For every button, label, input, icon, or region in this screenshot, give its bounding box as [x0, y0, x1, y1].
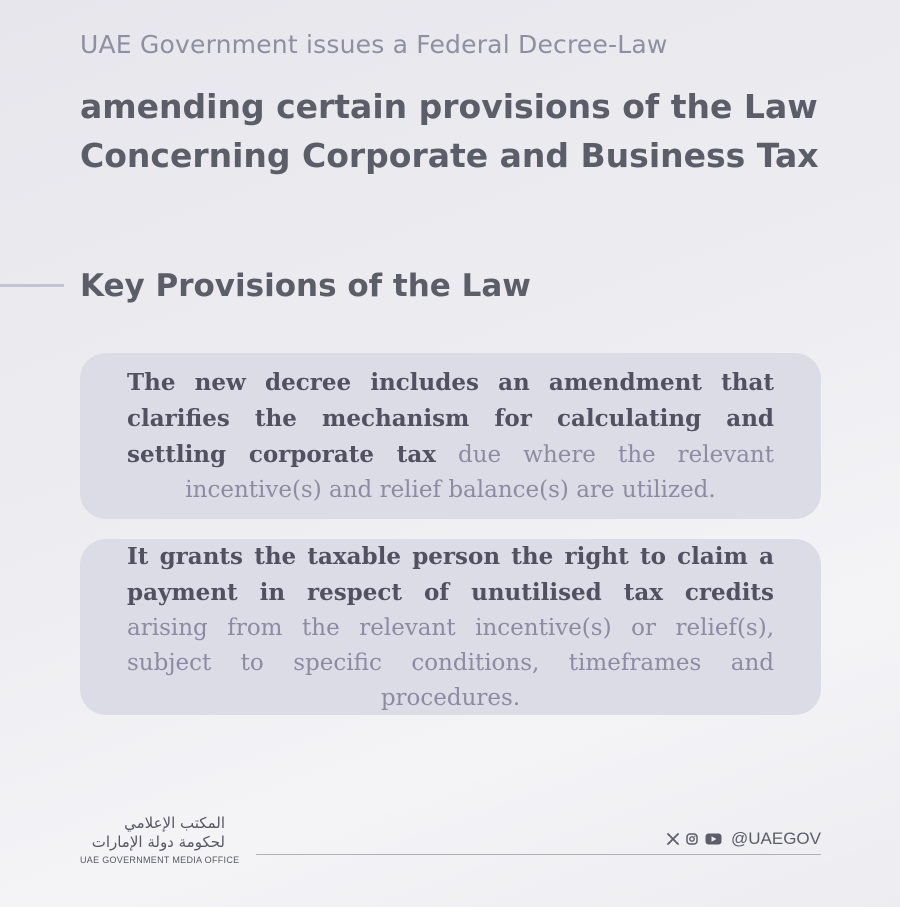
- media-office-logo: [80, 814, 240, 865]
- logo-arabic-line-2: لحكومة دولة الإمارات: [91, 833, 225, 851]
- headline: [80, 82, 880, 180]
- headline-line-1: amending certain provisions of the Law: [80, 87, 818, 126]
- provision-text-2: [127, 539, 774, 716]
- provision-text-1: [127, 365, 774, 508]
- section-title: Key Provisions of the Law: [80, 268, 531, 304]
- section-divider: [0, 284, 64, 287]
- provision-emphasis-2: It grants the taxable person the right to claim a payment in respect of unutilised tax credits: [127, 542, 774, 606]
- provision-detail-2: arising from the relevant incentive(s) or relief(s), subject to specific conditions, timeframes and procedures.: [127, 614, 774, 711]
- social-links: [667, 829, 821, 849]
- footer-divider: [256, 854, 821, 855]
- provision-detail-1: due where the relevant incentive(s) and relief balance(s) are utilized.: [185, 441, 774, 503]
- youtube-icon[interactable]: [705, 833, 722, 845]
- provision-card-1: [80, 353, 821, 519]
- social-handle[interactable]: @UAEGOV: [731, 829, 821, 848]
- provision-emphasis-1: The new decree includes an amendment that clarifies the mechanism for calculating and settling corporate tax: [127, 368, 774, 468]
- x-icon[interactable]: [667, 833, 679, 845]
- provision-card-2: [80, 539, 821, 715]
- logo-english: UAE GOVERNMENT MEDIA OFFICE: [80, 855, 240, 865]
- kicker: UAE Government issues a Federal Decree-Law: [80, 30, 668, 59]
- instagram-icon[interactable]: [686, 833, 698, 845]
- headline-line-2: Concerning Corporate and Business Tax: [80, 136, 819, 175]
- logo-arabic-line-1: المكتب الإعلامي: [124, 814, 225, 832]
